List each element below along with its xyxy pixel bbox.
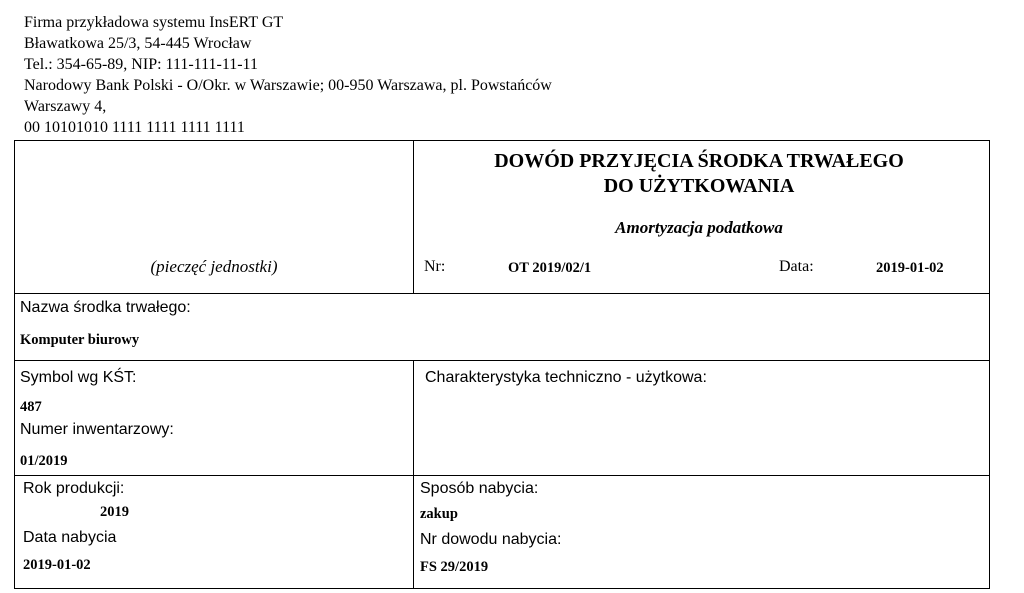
stamp-label: (pieczęć jednostki) [150, 257, 278, 276]
grid-bottom [14, 588, 990, 589]
grid-h3 [14, 475, 990, 476]
company-bank-cont: Warszawy 4, [24, 98, 107, 115]
document-title-line1: DOWÓD PRZYJĘCIA ŚRODKA TRWAŁEGO [494, 150, 904, 172]
grid-h2 [14, 360, 990, 361]
grid-h1 [14, 293, 990, 294]
grid-left [14, 140, 15, 589]
acq-doc-label: Nr dowodu nabycia: [420, 531, 562, 548]
symbol-label: Symbol wg KŚT: [20, 369, 137, 386]
asset-name-label: Nazwa środka trwałego: [20, 299, 191, 316]
grid-right [989, 140, 990, 589]
nr-label: Nr: [424, 258, 446, 275]
inventory-label: Numer inwentarzowy: [20, 421, 174, 438]
date-label: Data: [779, 258, 814, 275]
document-title-line2: DO UŻYTKOWANIA [603, 175, 795, 197]
acq-date-label: Data nabycia [23, 529, 117, 546]
nr-value: OT 2019/02/1 [508, 260, 592, 276]
document-subtitle: Amortyzacja podatkowa [615, 218, 783, 237]
tech-label: Charakterystyka techniczno - użytkowa: [425, 369, 707, 386]
company-bank: Narodowy Bank Polski - O/Okr. w Warszawie; 00-950 Warszawa, pl. Powstańców [24, 77, 552, 94]
company-account: 00 10101010 1111 1111 1111 1111 [24, 119, 245, 136]
acq-date-value: 2019-01-02 [23, 557, 91, 573]
grid-top [14, 140, 990, 141]
company-name: Firma przykładowa systemu InsERT GT [24, 14, 284, 31]
date-value: 2019-01-02 [876, 260, 944, 276]
grid-v-body [413, 360, 414, 589]
company-contact: Tel.: 354-65-89, NIP: 111-111-11-11 [24, 56, 258, 73]
year-value: 2019 [100, 504, 129, 520]
acq-method-label: Sposób nabycia: [420, 480, 539, 497]
year-label: Rok produkcji: [23, 480, 125, 497]
asset-name-value: Komputer biurowy [20, 332, 140, 348]
acq-method-value: zakup [420, 506, 458, 522]
acq-doc-value: FS 29/2019 [420, 559, 489, 575]
company-address: Bławatkowa 25/3, 54-445 Wrocław [24, 35, 252, 52]
symbol-value: 487 [20, 399, 42, 415]
inventory-value: 01/2019 [20, 453, 68, 469]
